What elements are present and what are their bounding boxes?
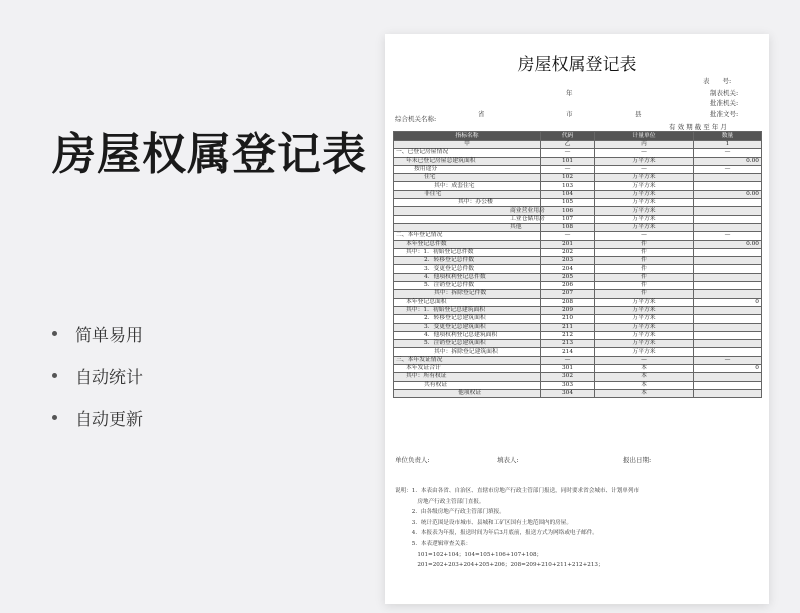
form-number-label: 表 号:	[703, 77, 732, 85]
table-cell: 本年登记总件数	[394, 240, 541, 248]
table-row	[394, 232, 762, 240]
table-cell: 件	[595, 257, 694, 265]
column-header: 指标名称	[394, 132, 541, 141]
table-cell: 年末已登记房屋总建筑面积	[394, 157, 541, 165]
table-cell	[694, 331, 762, 339]
bullet-dot-icon	[52, 373, 57, 378]
table-row	[394, 165, 762, 173]
register-table	[393, 131, 762, 398]
table-cell: 214	[541, 348, 595, 356]
table-cell: 万平方米	[595, 323, 694, 331]
table-row	[394, 290, 762, 298]
table-cell: 205	[541, 273, 595, 281]
report-date-label: 报出日期:	[623, 456, 652, 464]
table-cell: 其中：成套住宅	[394, 182, 541, 190]
table-cell: 按用途分	[394, 165, 541, 173]
issuing-agency-label: 制表机关:	[710, 89, 739, 97]
table-cell	[694, 315, 762, 323]
feature-label: 简单易用	[75, 325, 143, 346]
unit-head-label: 单位负责人:	[395, 456, 430, 464]
table-cell	[694, 248, 762, 256]
table-cell: 3．变更登记总件数	[394, 265, 541, 273]
approval-number-label: 批准文号:	[710, 110, 739, 118]
table-cell	[694, 174, 762, 182]
notes-section	[395, 486, 639, 571]
table-cell: 本年登记总面积	[394, 298, 541, 306]
table-cell: —	[541, 232, 595, 240]
table-cell: 他项权证	[394, 389, 541, 397]
feature-list	[52, 312, 143, 438]
table-cell: 5．注销登记总建筑面积	[394, 340, 541, 348]
table-cell: 本	[595, 381, 694, 389]
table-cell: 207	[541, 290, 595, 298]
document-title: 房屋权属登记表	[517, 55, 637, 75]
table-cell: 0.00	[694, 240, 762, 248]
table-cell: 0.00	[694, 157, 762, 165]
column-header: 数量	[694, 132, 762, 141]
table-cell	[694, 223, 762, 231]
table-cell: 1	[694, 141, 762, 149]
feature-item	[52, 354, 143, 396]
note-line: 4．本报表为年报，报送时间为年后3月底前，报送方式为网络或电子邮件。	[395, 530, 598, 537]
feature-label: 自动统计	[75, 367, 143, 388]
table-cell: 非住宅	[394, 190, 541, 198]
table-cell: 206	[541, 282, 595, 290]
table-cell: 102	[541, 174, 595, 182]
table-cell: —	[694, 149, 762, 157]
table-cell: 105	[541, 199, 595, 207]
table-cell	[694, 323, 762, 331]
table-cell: —	[595, 232, 694, 240]
city-label: 市	[566, 110, 573, 118]
filler-label: 填表人:	[497, 456, 519, 464]
column-header: 代码	[541, 132, 595, 141]
table-cell: 万平方米	[595, 157, 694, 165]
table-cell: —	[694, 356, 762, 364]
table-cell: 0	[694, 365, 762, 373]
table-row	[394, 365, 762, 373]
table-cell: —	[595, 356, 694, 364]
table-row	[394, 306, 762, 314]
table-cell: 104	[541, 190, 595, 198]
valid-until-label: 有 效 期 截 至 年 月	[669, 123, 727, 131]
feature-item	[52, 396, 143, 438]
table-cell: 209	[541, 306, 595, 314]
table-cell: 万平方米	[595, 306, 694, 314]
table-cell: 本	[595, 373, 694, 381]
table-row	[394, 356, 762, 364]
table-cell: 304	[541, 389, 595, 397]
table-row	[394, 282, 762, 290]
column-header: 计量单位	[595, 132, 694, 141]
table-cell: 万平方米	[595, 174, 694, 182]
table-row	[394, 389, 762, 397]
table-cell	[694, 182, 762, 190]
table-cell: 其中：拆除登记建筑面积	[394, 348, 541, 356]
table-row	[394, 381, 762, 389]
table-row	[394, 248, 762, 256]
table-cell: 0	[694, 298, 762, 306]
table-row	[394, 265, 762, 273]
county-label: 县	[635, 110, 642, 118]
table-row	[394, 298, 762, 306]
table-cell	[694, 265, 762, 273]
table-cell	[694, 389, 762, 397]
table-cell: 302	[541, 373, 595, 381]
table-cell	[694, 207, 762, 215]
table-row	[394, 240, 762, 248]
year-label: 年	[566, 89, 573, 97]
table-row	[394, 373, 762, 381]
table-cell: 万平方米	[595, 331, 694, 339]
table-cell: 件	[595, 265, 694, 273]
table-cell	[694, 348, 762, 356]
table-cell: 2．转移登记总建筑面积	[394, 315, 541, 323]
table-cell	[694, 306, 762, 314]
table-cell: 0.00	[694, 190, 762, 198]
bullet-dot-icon	[52, 415, 57, 420]
table-cell: 303	[541, 381, 595, 389]
table-row	[394, 331, 762, 339]
table-cell: 210	[541, 315, 595, 323]
table-cell	[694, 373, 762, 381]
table-cell: 其中：1．初始登记总建筑面积	[394, 306, 541, 314]
table-cell	[694, 340, 762, 348]
table-cell: 住宅	[394, 174, 541, 182]
table-cell	[694, 215, 762, 223]
table-cell: 208	[541, 298, 595, 306]
table-cell: 万平方米	[595, 207, 694, 215]
table-cell: 万平方米	[595, 199, 694, 207]
table-cell: 一、已登记房屋情况	[394, 149, 541, 157]
table-row	[394, 157, 762, 165]
table-cell: 件	[595, 282, 694, 290]
table-row	[394, 190, 762, 198]
table-cell: 商业营业用房	[394, 207, 541, 215]
table-cell	[694, 381, 762, 389]
table-cell: 5．注销登记总件数	[394, 282, 541, 290]
table-cell: 件	[595, 290, 694, 298]
bullet-dot-icon	[52, 331, 57, 336]
table-cell	[694, 273, 762, 281]
table-row	[394, 323, 762, 331]
table-cell: —	[694, 232, 762, 240]
table-cell: 万平方米	[595, 215, 694, 223]
table-cell: 其他	[394, 223, 541, 231]
table-cell: —	[541, 149, 595, 157]
table-cell: 301	[541, 365, 595, 373]
table-cell: 212	[541, 331, 595, 339]
table-header-row	[394, 132, 762, 141]
table-cell: 万平方米	[595, 190, 694, 198]
document-preview	[385, 34, 769, 604]
table-row	[394, 257, 762, 265]
table-row	[394, 348, 762, 356]
table-cell: 3．变更登记总建筑面积	[394, 323, 541, 331]
table-cell: 202	[541, 248, 595, 256]
table-row	[394, 273, 762, 281]
table-row	[394, 199, 762, 207]
note-line: 说明：1．本表由各省、自治区、直辖市房地产行政主管部门报送，同时要求省会城市、计划单列市	[395, 488, 640, 494]
note-line: 3．统计范围是设市城市、县城和工矿区国有土地范围内的房屋。	[395, 519, 572, 526]
note-line: 5．本表逻辑审查关系：	[395, 540, 472, 547]
table-cell	[694, 257, 762, 265]
table-row	[394, 182, 762, 190]
province-label: 省	[478, 110, 485, 118]
table-cell: 203	[541, 257, 595, 265]
note-line: 101=102+104；104=105+106+107+108；	[395, 551, 543, 558]
table-cell: 工业仓储用房	[394, 215, 541, 223]
table-cell: 106	[541, 207, 595, 215]
table-cell: 107	[541, 215, 595, 223]
table-row	[394, 340, 762, 348]
table-cell: —	[541, 165, 595, 173]
table-cell: 万平方米	[595, 340, 694, 348]
table-cell: 万平方米	[595, 182, 694, 190]
table-cell: 件	[595, 240, 694, 248]
table-cell: 件	[595, 273, 694, 281]
table-cell	[694, 290, 762, 298]
code-row	[394, 141, 762, 149]
table-row	[394, 149, 762, 157]
approving-agency-label: 批准机关:	[710, 99, 739, 107]
table-cell: 211	[541, 323, 595, 331]
table-cell	[694, 282, 762, 290]
table-cell: 件	[595, 248, 694, 256]
table-cell: 本	[595, 389, 694, 397]
table-cell: 万平方米	[595, 348, 694, 356]
table-cell: 108	[541, 223, 595, 231]
table-cell: 103	[541, 182, 595, 190]
table-row	[394, 223, 762, 231]
table-cell: 4．他项权利登记总建筑面积	[394, 331, 541, 339]
table-cell: 其中：办公楼	[394, 199, 541, 207]
table-cell: 213	[541, 340, 595, 348]
table-cell: 204	[541, 265, 595, 273]
table-row	[394, 174, 762, 182]
table-cell: 三、本年发证情况	[394, 356, 541, 364]
table-cell	[694, 199, 762, 207]
table-row	[394, 215, 762, 223]
table-row	[394, 315, 762, 323]
table-cell: 乙	[541, 141, 595, 149]
table-cell: 其中：所有权证	[394, 373, 541, 381]
table-cell: —	[595, 165, 694, 173]
table-cell: 其中：1．初始登记总件数	[394, 248, 541, 256]
table-cell: —	[541, 356, 595, 364]
table-cell: 本年发证合计	[394, 365, 541, 373]
hero-title: 房屋权属登记表	[52, 129, 367, 180]
note-line: 201=202+203+204+205+206；208=209+210+211+212+213；	[395, 562, 604, 569]
feature-item	[52, 312, 143, 354]
note-line: 2．由各级房地产行政主管部门填报。	[395, 509, 505, 516]
table-cell: 万平方米	[595, 298, 694, 306]
feature-label: 自动更新	[75, 409, 143, 430]
table-cell: —	[595, 149, 694, 157]
note-line: 房地产行政主管部门直报。	[395, 498, 485, 505]
table-cell: 二、本年登记情况	[394, 232, 541, 240]
agency-name-label: 综合机关名称:	[395, 115, 437, 123]
table-cell: 万平方米	[595, 223, 694, 231]
table-cell: 丙	[595, 141, 694, 149]
table-cell: 甲	[394, 141, 541, 149]
table-cell: 共有权证	[394, 381, 541, 389]
table-cell: 201	[541, 240, 595, 248]
table-row	[394, 207, 762, 215]
table-cell: 101	[541, 157, 595, 165]
table-cell: 万平方米	[595, 315, 694, 323]
table-cell: 本	[595, 365, 694, 373]
table-cell: 其中：拆除登记件数	[394, 290, 541, 298]
table-cell: —	[694, 165, 762, 173]
table-cell: 2．转移登记总件数	[394, 257, 541, 265]
table-cell: 4．他项权利登记总件数	[394, 273, 541, 281]
